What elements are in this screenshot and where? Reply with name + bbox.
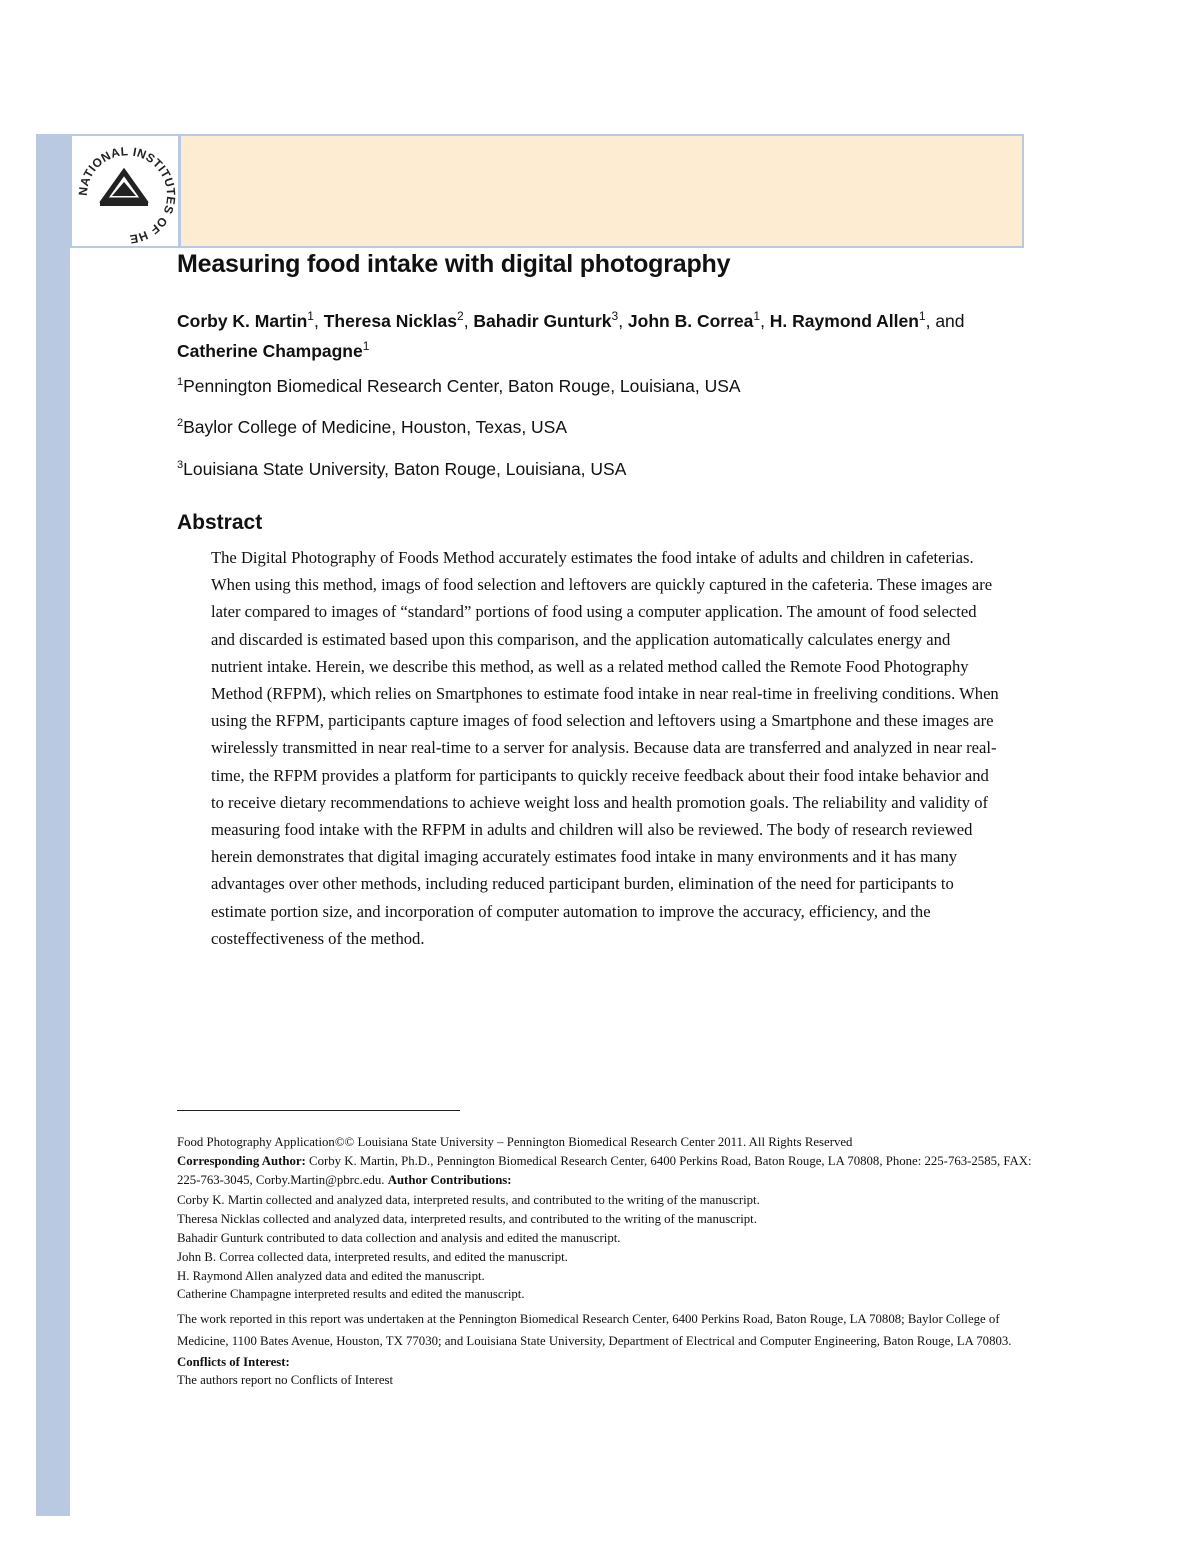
affiliation-sup: 1 xyxy=(177,376,184,388)
footnote-corresponding xyxy=(177,1152,1037,1191)
affiliation-1 xyxy=(177,371,741,397)
nih-logo-icon xyxy=(72,136,178,246)
author-name: Catherine Champagne xyxy=(177,341,363,361)
left-sidebar-bar xyxy=(36,134,70,1516)
author-sup: 1 xyxy=(307,309,314,324)
banner-fill xyxy=(181,136,1022,246)
affiliation-text: Louisiana State University, Baton Rouge, Louisiana, USA xyxy=(183,458,627,479)
affiliation-text: Pennington Biomedical Research Center, Baton Rouge, Louisiana, USA xyxy=(183,375,741,396)
footnote-work xyxy=(177,1309,1037,1374)
contrib-label: Author Contributions: xyxy=(387,1173,512,1188)
author-sup: 1 xyxy=(918,309,926,324)
contribution-line: H. Raymond Allen analyzed data and edited the manuscript. xyxy=(177,1269,485,1283)
author-name: Theresa Nicklas xyxy=(323,311,457,331)
logo-text: NATIONAL INSTITUTES OF HE xyxy=(75,144,178,246)
footnote-coi: The authors report no Conflicts of Interest xyxy=(177,1373,394,1387)
contribution-line: Corby K. Martin collected and analyzed data, interpreted results, and contributed to the writing of the manuscript. xyxy=(177,1193,760,1207)
abstract-heading: Abstract xyxy=(177,511,263,534)
author-name: Corby K. Martin xyxy=(177,311,308,331)
author-name: Bahadir Gunturk xyxy=(473,311,612,331)
author-name: John B. Correa xyxy=(627,311,754,331)
authors-and: and xyxy=(935,311,965,331)
author-name: H. Raymond Allen xyxy=(769,311,919,331)
affiliation-sup: 2 xyxy=(177,417,184,429)
affiliation-sup: 3 xyxy=(177,459,184,471)
contribution-line: Catherine Champagne interpreted results and edited the manuscript. xyxy=(177,1287,525,1301)
author-list: Corby K. Martin$^1$, Theresa Nicklas$^2$, Bahadir Gunturk$^3$, John B. Correa$^1$, H. Raymond Allen$^1$, and Catherine Champagne$^1$ xyxy=(177,309,965,361)
contribution-line: John B. Correa collected data, interpreted results, and edited the manuscript. xyxy=(177,1250,568,1264)
header-banner xyxy=(70,134,1024,248)
footnote-divider xyxy=(177,1110,460,1111)
author-sup: 3 xyxy=(611,309,619,324)
abstract-text: The Digital Photography of Foods Method accurately estimates the food intake of adults and children in cafeterias. When using this method, imags of food selection and leftovers are quickly captured in the cafeteria. These images are later compared to images of “standard” portions of food using a computer application. The amount of food selected and discarded is estimated based upon this comparison, and the application automatically calculates energy and nutrient intake. Herein, we describe this method, as well as a related method called the Remote Food Photography Method (RFPM), which relies on Smartphones to estimate food intake in near real-time in freeliving conditions. When using the RFPM, participants capture images of food selection and leftovers using a Smartphone and these images are wirelessly transmitted in near real-time to a server for analysis. Because data are transferred and analyzed in near real-time, the RFPM provides a platform for participants to quickly receive feedback about their food intake behavior and to receive dietary recommendations to achieve weight loss and health promotion goals. The reliability and validity of measuring food intake with the RFPM in adults and children will also be reviewed. The body of research reviewed herein demonstrates that digital imaging accurately estimates food intake in many environments and it has many advantages over other methods, including reduced participant burden, elimination of the need for participants to estimate portion size, and incorporation of computer automation to improve the accuracy, efficiency, and the costeffectiveness of the method. xyxy=(211,548,999,948)
corr-label: Corresponding Author: xyxy=(177,1154,306,1168)
work-text: The work reported in this report was undertaken at the Pennington Biomedical Research Center, 6400 Perkins Road, Baton Rouge, LA 70808; Baylor College of Medicine, 1100 Bates Avenue, Houston, TX 77030; and Louisiana State University, Department of Electrical and Computer Engineering, Baton Rouge, LA 70803. xyxy=(177,1312,1012,1348)
footnote-copyright: Food Photography Application©© Louisiana State University – Pennington Biomedical Research Center 2011. All Rights Reserved xyxy=(177,1135,853,1149)
author-sup: 1 xyxy=(362,339,370,354)
contribution-line: Theresa Nicklas collected and analyzed data, interpreted results, and contributed to the writing of the manuscript. xyxy=(177,1212,757,1226)
coi-label: Conflicts of Interest: xyxy=(177,1355,290,1369)
affiliation-2 xyxy=(177,412,567,438)
affiliation-text: Baylor College of Medicine, Houston, Texas, USA xyxy=(183,416,568,437)
affiliation-3 xyxy=(177,454,626,480)
contribution-line: Bahadir Gunturk contributed to data collection and analysis and edited the manuscript. xyxy=(177,1231,621,1245)
article-title: Measuring food intake with digital photography xyxy=(177,250,731,278)
corr-text: Corby K. Martin, Ph.D., Pennington Biomedical Research Center, 6400 Perkins Road, Baton Rouge, LA 70808, Phone: 225-763-2585, FAX: 225-763-3045, Corby.Martin@pbrc.edu. xyxy=(177,1154,1032,1188)
nih-logo xyxy=(72,136,181,246)
author-sup: 2 xyxy=(457,309,464,324)
author-sup: 1 xyxy=(753,309,761,324)
